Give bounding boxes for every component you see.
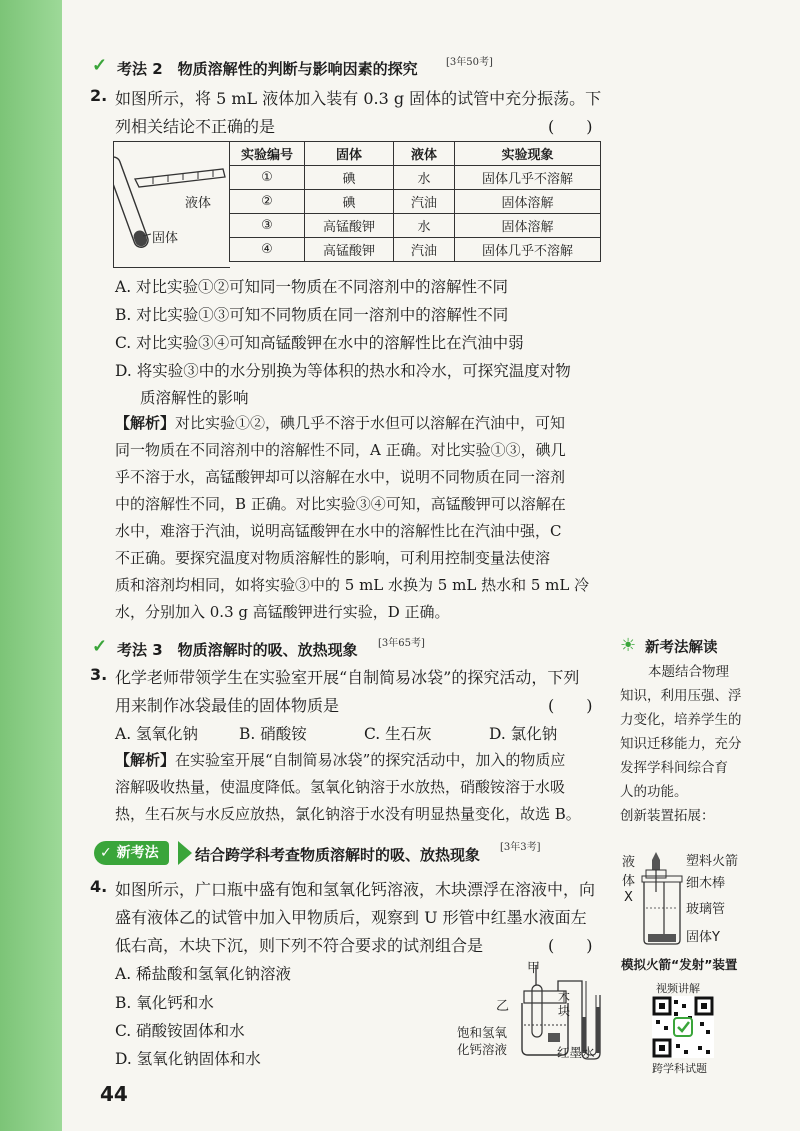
analysis-line: 质和溶剂均相同，如将实验③中的 5 mL 水换为 5 mL 热水和 5 mL 冷 [115,576,590,594]
q3-number: 3. [90,665,108,684]
check-icon: ✓ [92,55,108,76]
analysis-line: 同一物质在不同溶剂中的溶解性不同，A 正确。对比实验①③，碘几 [115,441,566,459]
rocket-device-figure [640,848,684,948]
q4-number: 4. [90,877,108,896]
q2-line2: 列相关结论不正确的是 [115,117,276,136]
device-label-liquid-2: 体 [622,874,636,889]
q3-option-a: A. 氢氧化钠 [115,725,199,743]
fig-label-solution-2: 化钙溶液 [457,1042,508,1057]
q2-option-c: C. 对比实验③④可知高锰酸钾在水中的溶解性比在汽油中弱 [115,334,524,352]
sidebar-line: 知识迁移能力，充分 [620,736,742,752]
table-cell: 高锰酸钾 [305,238,394,262]
analysis-label: 【解析】 [115,751,176,769]
shield-check-icon: ✓ [100,845,117,861]
analysis-line: 中的溶解性不同，B 正确。对比实验③④可知，高锰酸钾可以溶解在 [115,495,566,513]
analysis-line: 溶解吸收热量，使温度降低。氢氧化钠溶于水放热，硝酸铵溶于水吸 [115,778,566,796]
q2-answer-bracket: ( ) [548,117,593,136]
analysis-line: 对比实验①②，碘几乎不溶于水但可以溶解在汽油中，可知 [175,414,566,432]
q4-option-d: D. 氢氧化钠固体和水 [115,1050,261,1068]
sidebar-text [620,660,742,828]
q3-line2: 用来制作冰袋最佳的固体物质是 [115,696,340,715]
q2-option-d-cont: 质溶解性的影响 [140,389,249,407]
sidebar-heading: 新考法解读 [645,640,718,656]
table-cell: 汽油 [394,190,455,214]
q2-line1: 如图所示，将 5 mL 液体加入装有 0.3 g 固体的试管中充分振荡。下 [115,89,602,108]
analysis-label: 【解析】 [115,414,176,432]
q2-analysis [115,410,589,626]
table-cell: ① [230,166,305,190]
table-header: 实验编号 [230,142,305,166]
cross-subject-label: 跨学科试题 [652,1062,707,1075]
table-cell: 高锰酸钾 [305,214,394,238]
analysis-line: 在实验室开展“自制简易冰袋”的探究活动中，加入的物质应 [175,751,566,769]
table-cell: ② [230,190,305,214]
fig-label-red-ink: 红墨水 [557,1045,595,1060]
sidebar-line: 本题结合物理 [648,664,729,680]
q4-option-a: A. 稀盐酸和氢氧化钠溶液 [115,965,292,983]
fig-label-liquid: 液体 [185,196,212,211]
device-label-rocket: 塑料火箭 [686,854,739,869]
q4-option-b: B. 氧化钙和水 [115,994,214,1012]
device-label-liquid-3: X [624,890,633,905]
new-method-title: 结合跨学科考查物质溶解时的吸、放热现象 [195,846,481,864]
table-header: 液体 [394,142,455,166]
device-label-liquid-1: 液 [622,855,636,870]
q4-line3: 低右高，木块下沉，则下列不符合要求的试剂组合是 [115,936,484,955]
table-cell: 固体溶解 [455,190,601,214]
device-label-stick: 细木棒 [686,876,726,891]
device-label-solid: 固体Y [686,930,720,945]
q3-option-c: C. 生石灰 [364,725,432,743]
table-row [230,214,601,238]
tag-arrow-icon [178,841,192,865]
q2-option-d: D. 将实验③中的水分别换为等体积的热水和冷水，可探究温度对物 [115,362,571,380]
fig-label-yi: 乙 [496,999,510,1014]
table-header: 固体 [305,142,394,166]
page-number: 44 [100,1082,128,1106]
experiment-table [229,141,601,262]
sidebar-line: 发挥学科间综合育 [620,760,728,776]
table-cell: 固体溶解 [455,214,601,238]
fig-label-solid: 固体 [152,231,179,246]
section-2-title: 考法 2 物质溶解性的判断与影响因素的探究 [117,60,418,78]
check-icon: ✓ [92,636,108,657]
video-label: 视频讲解 [656,982,700,995]
sidebar-line: 创新装置拓展： [620,808,715,824]
new-method-note: [3年3考] [500,842,541,853]
device-caption: 模拟火箭“发射”装置 [621,957,738,972]
q4-line1: 如图所示，广口瓶中盛有饱和氢氧化钙溶液，木块漂浮在溶液中，向 [115,880,596,899]
q4-line2: 盛有液体乙的试管中加入甲物质后，观察到 U 形管中红墨水液面左 [115,908,587,927]
new-method-tag [94,841,169,865]
table-cell: ③ [230,214,305,238]
sidebar-line: 力变化，培养学生的 [620,712,742,728]
q2-option-a: A. 对比实验①②可知同一物质在不同溶剂中的溶解性不同 [115,278,509,296]
lightbulb-icon: ☀ [620,635,637,656]
analysis-line: 水，分别加入 0.3 g 高锰酸钾进行实验，D 正确。 [115,603,450,621]
section-3-title: 考法 3 物质溶解时的吸、放热现象 [117,641,358,659]
fig-label-jia: 甲 [527,961,541,976]
q4-answer-bracket: ( ) [548,936,593,955]
table-cell: 碘 [305,190,394,214]
table-row [230,238,601,262]
analysis-line: 乎不溶于水，高锰酸钾却可以溶解在水中，说明不同物质在同一溶剂 [115,468,566,486]
table-cell: 碘 [305,166,394,190]
test-tube-figure [113,141,229,266]
qr-code-icon[interactable] [652,996,714,1058]
table-cell: 固体几乎不溶解 [455,166,601,190]
table-header: 实验现象 [455,142,601,166]
fig-label-solution-1: 饱和氢氧 [457,1025,508,1040]
q3-answer-bracket: ( ) [548,696,593,715]
q3-analysis [115,747,581,828]
q3-option-d: D. 氯化钠 [489,725,558,743]
table-cell: 汽油 [394,238,455,262]
analysis-line: 水中，难溶于汽油，说明高锰酸钾在水中的溶解性比在汽油中强，C [115,522,562,540]
device-label-glass: 玻璃管 [686,902,726,917]
table-row [230,166,601,190]
section-2-note: [3年50考] [446,57,493,68]
table-header-row [230,142,601,166]
section-3-note: [3年65考] [378,638,425,649]
table-cell: 固体几乎不溶解 [455,238,601,262]
fig-label-wood: 木块 [558,990,571,1018]
table-cell: 水 [394,166,455,190]
table-cell: ④ [230,238,305,262]
analysis-line: 不正确。要探究温度对物质溶解性的影响，可利用控制变量法使溶 [115,549,551,567]
book-spine [0,0,62,1131]
sidebar-line: 人的功能。 [620,784,688,800]
q2-option-b: B. 对比实验①③可知不同物质在同一溶剂中的溶解性不同 [115,306,509,324]
q4-option-c: C. 硝酸铵固体和水 [115,1022,245,1040]
q2-number: 2. [90,86,108,105]
table-row [230,190,601,214]
q3-option-b: B. 硝酸铵 [239,725,307,743]
new-method-tag-label: 新考法 [116,845,159,861]
q3-line1: 化学老师带领学生在实验室开展“自制简易冰袋”的探究活动，下列 [115,668,580,687]
sidebar-line: 知识，利用压强、浮 [620,688,742,704]
table-cell: 水 [394,214,455,238]
analysis-line: 热，生石灰与水反应放热，氯化钠溶于水没有明显热量变化，故选 B。 [115,805,581,823]
